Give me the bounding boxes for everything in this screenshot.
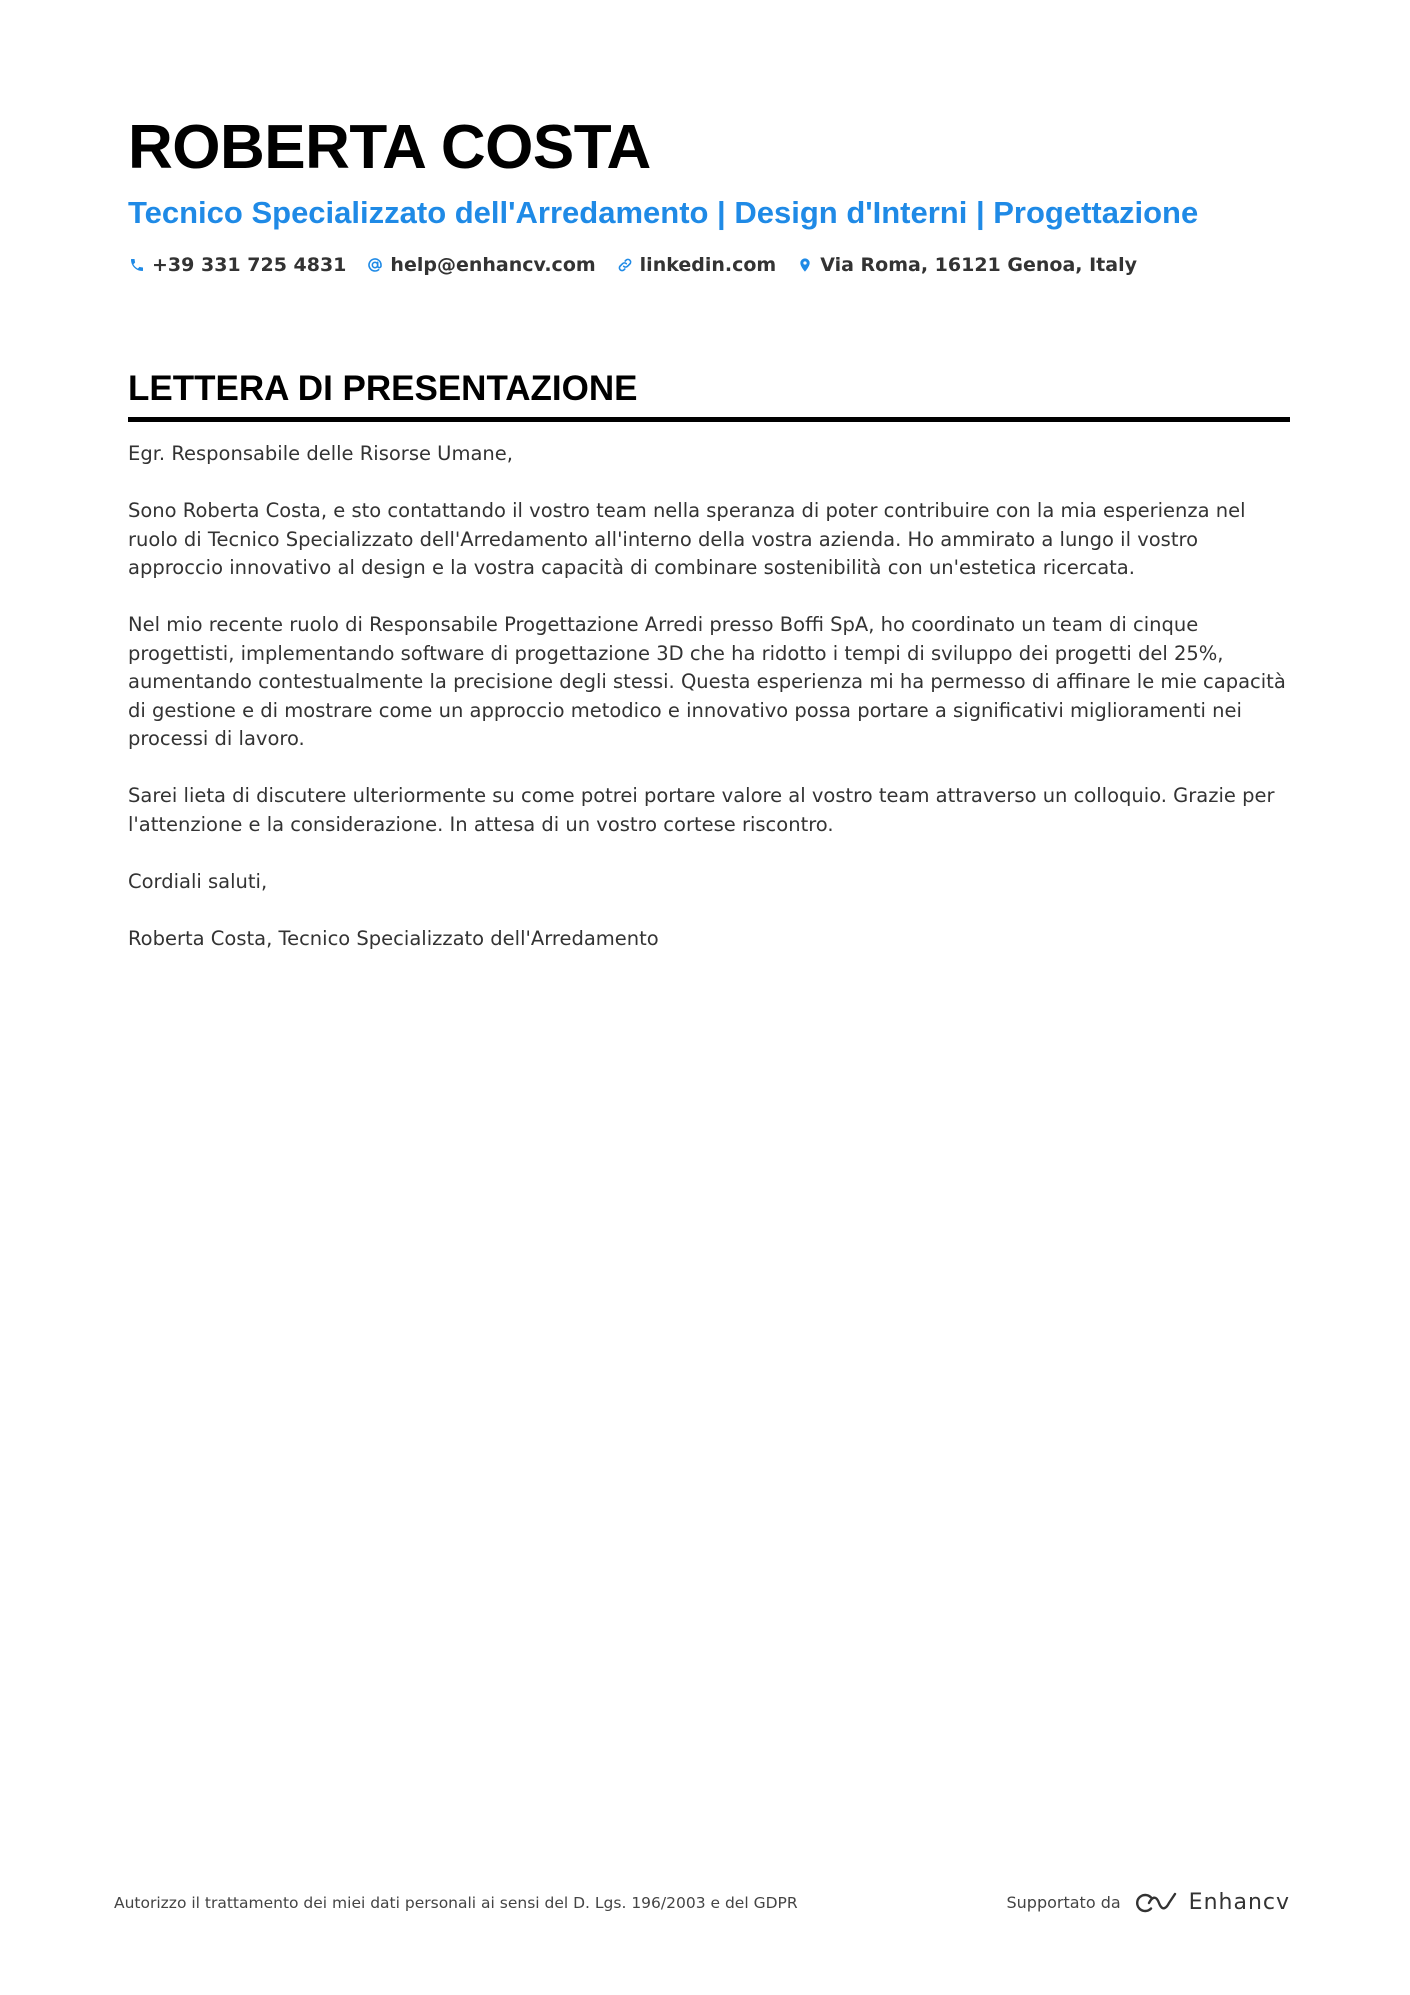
contact-linkedin[interactable] (616, 254, 777, 276)
powered-by[interactable] (1007, 1890, 1291, 1915)
contact-phone (128, 254, 346, 276)
letter-paragraph: Sarei lieta di discutere ulteriormente su come potrei portare valore al vostro team attraverso un colloquio. Grazie per l'attenzione e la considerazione. In attesa di un vostro cortese riscontro. (128, 784, 1275, 836)
phone-number: +39 331 725 4831 (152, 254, 347, 276)
letter-closing: Cordiali saluti, (128, 869, 268, 893)
at-icon (366, 256, 384, 274)
linkedin-url: linkedin.com (639, 254, 777, 276)
enhancv-logo-icon (1133, 1891, 1179, 1915)
location-text: Via Roma, 16121 Genoa, Italy (820, 254, 1137, 276)
candidate-title: Tecnico Specializzato dell'Arredamento | Design d'Interni | Progettazione (128, 195, 1199, 230)
contact-bar (128, 254, 1288, 276)
letter-paragraph: Nel mio recente ruolo di Responsabile Progettazione Arredi presso Boffi SpA, ho coordinato un team di cinque progettisti, implementando software di progettazione 3D che ha ridotto i tempi di sviluppo dei progetti del 25%, aumentando contestualmente la precisione degli stessi. Questa esperienza mi ha permesso di affinare le mie capacità di gestione e di mostrare come un approccio metodico e innovativo possa portare a significativi miglioramenti nei processi di lavoro. (128, 613, 1286, 750)
contact-email[interactable] (366, 254, 595, 276)
candidate-name: ROBERTA COSTA (128, 113, 651, 182)
link-icon (616, 256, 634, 274)
letter-salutation: Egr. Responsabile delle Risorse Umane, (128, 442, 513, 465)
contact-location (796, 254, 1137, 276)
powered-by-label: Supportato da (1006, 1893, 1121, 1912)
email-address: help@enhancv.com (390, 254, 596, 276)
phone-icon (128, 256, 146, 274)
privacy-consent: Autorizzo il trattamento dei miei dati personali ai sensi del D. Lgs. 196/2003 e del GDPR (114, 1893, 798, 1912)
letter-signature: Roberta Costa, Tecnico Specializzato dell'Arredamento (128, 926, 659, 950)
header (128, 108, 1288, 276)
location-pin-icon (796, 256, 814, 274)
section-title: LETTERA DI PRESENTAZIONE (128, 365, 1290, 422)
enhancv-brand: Enhancv (1188, 1890, 1290, 1915)
letter-body (128, 440, 1290, 982)
footer (114, 1890, 1290, 1915)
letter-paragraph: Sono Roberta Costa, e sto contattando il vostro team nella speranza di poter contribuire con la mia esperienza nel ruolo di Tecnico Specializzato dell'Arredamento all'interno della vostra azienda. Ho ammirato a lungo il vostro approccio innovativo al design e la vostra capacità di combinare sostenibilità con un'estetica ricercata. (128, 499, 1246, 579)
